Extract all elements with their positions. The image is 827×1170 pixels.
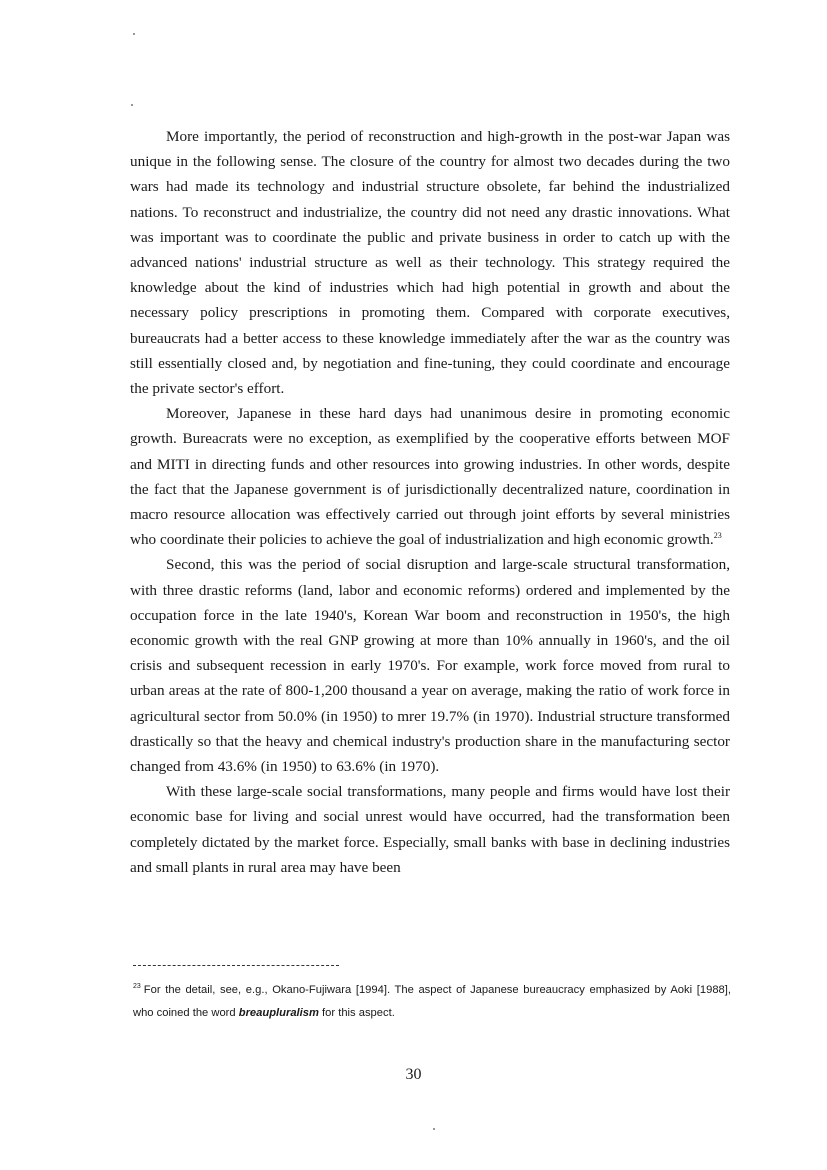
scan-speck bbox=[131, 104, 133, 106]
paragraph: Second, this was the period of social disruption and large-scale structural transformation, with three drastic reforms (land, labor and economic reforms) ordered and implemented by the occupation force in the late 1940's, Korean War boom and reconstruction in 1950's, the high economic growth with the real GNP growing at more than 10% annually in 1960's, and the oil crisis and subsequent recession in early 1970's. For example, work force moved from rural to urban areas at the rate of 800-1,200 thousand a year on average, making the ratio of work force in agricultural sector from 50.0% (in 1950) to mrer 19.7% (in 1970). Industrial structure transformed drastically so that the heavy and chemical industry's production share in the manufacturing sector changed from 43.6% (in 1950) to 63.6% (in 1970). bbox=[130, 556, 730, 776]
paragraph bbox=[130, 401, 730, 552]
paragraph: More importantly, the period of reconstruction and high-growth in the post-war Japan was unique in the following sense. The closure of the country for almost two decades during the two wars had made its technology and industrial structure obsolete, far behind the industrialized nations. To reconstruct and industrialize, the country did not need any drastic innovations. What was important was to coordinate the public and private business in order to catch up with the advanced nations' industrial structure as well as their technology. This strategy required the knowledge about the kind of industries which had high potential in growth and about the necessary policy prescriptions in promoting them. Compared with corporate executives, bureaucrats had a better access to these knowledge immediately after the war as the country was still essentially closed and, by negotiation and fine-tuning, they could coordinate and encourage the private sector's effort. bbox=[130, 128, 730, 398]
scan-speck bbox=[133, 33, 135, 35]
footnote-text bbox=[133, 979, 731, 1024]
footnote-number: 23 bbox=[133, 983, 141, 991]
footnote-reference: 23 bbox=[713, 531, 722, 541]
paragraph: With these large-scale social transformations, many people and firms would have lost their economic base for living and social unrest would have occurred, had the transformation been completely dictated by the market force. Especially, small banks with base in declining industries and small plants in rural area may have been bbox=[130, 783, 730, 876]
scan-speck bbox=[433, 1128, 435, 1130]
body-text bbox=[130, 124, 730, 880]
footnote bbox=[133, 979, 731, 1024]
footnote-text-after: for this aspect. bbox=[318, 1006, 395, 1019]
footnote-separator bbox=[133, 965, 339, 966]
footnote-emphasis: breaupluralism bbox=[238, 1006, 319, 1019]
footnote-text-before: For the detail, see, e.g., Okano-Fujiwara [1994]. The aspect of Japanese bureaucracy emphasized by Aoki [1988], who coined the word bbox=[133, 984, 731, 1019]
paragraph-text: Moreover, Japanese in these hard days had unanimous desire in promoting economic growth. Bureacrats were no exception, as exemplified by the cooperative efforts between MOF and MITI in directing funds and other resources into growing industries. In other words, despite the fact that the Japanese government is of jurisdictionally decentralized nature, coordination in macro resource allocation was effectively carried out through joint efforts by several ministries who coordinate their policies to achieve the goal of industrialization and high economic growth. bbox=[130, 405, 730, 549]
page-number: 30 bbox=[405, 1066, 422, 1083]
